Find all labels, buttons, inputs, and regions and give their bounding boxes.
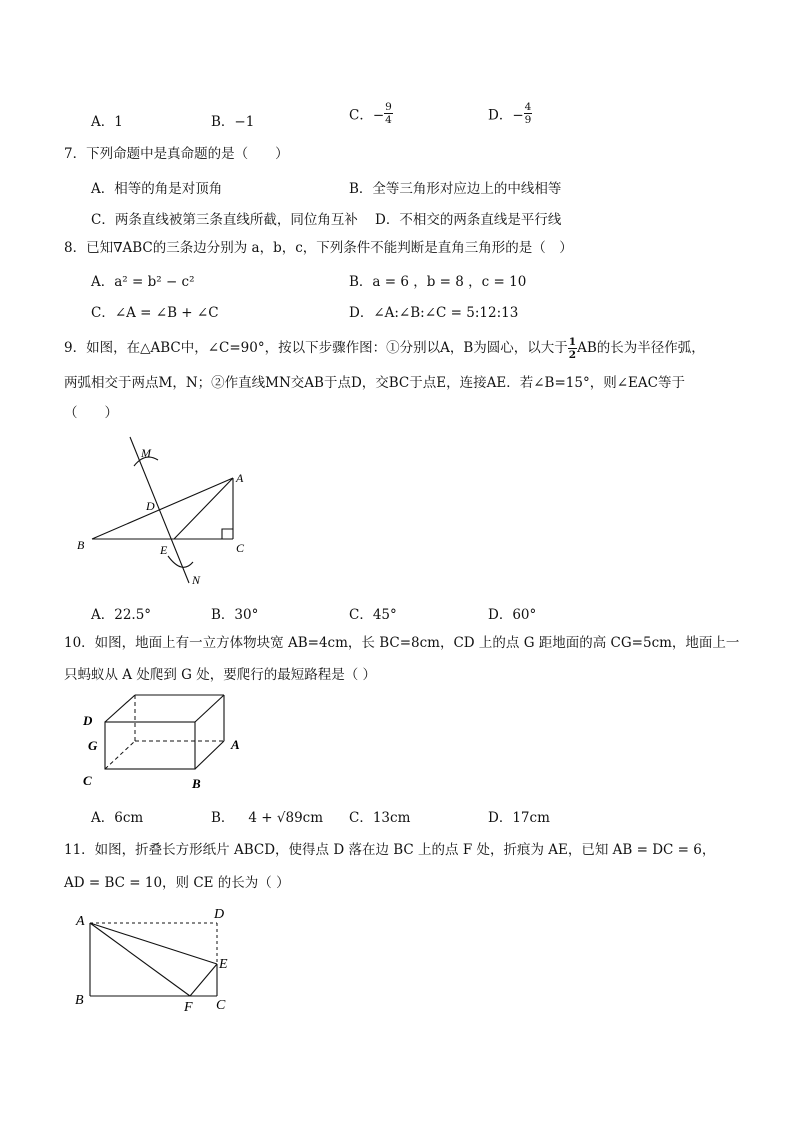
q6-option-c: [349, 101, 393, 126]
q9-option-a: A．22.5°: [91, 607, 152, 623]
q9-label-n: N: [192, 573, 201, 587]
q7-stem: 7．下列命题中是真命题的是（ ）: [64, 146, 289, 162]
q8-option-c: C．∠A = ∠B + ∠C: [91, 305, 219, 321]
q6-option-b: B．−1: [211, 114, 255, 130]
q10-label-d: D: [83, 713, 93, 728]
q9-label-b: B: [77, 538, 85, 552]
q11-line-1: 11．如图，折叠长方形纸片 ABCD，使得点 D 落在边 BC 上的点 F 处，折痕为 AE，已知 AB = DC = 6，: [64, 842, 716, 858]
q7-option-b: B．全等三角形对应边上的中线相等: [349, 181, 562, 197]
q10-option-b-prefix: B．: [211, 810, 235, 826]
q10-figure: [78, 690, 278, 790]
q10-label-c: C: [83, 773, 92, 788]
q9-line-3: （ ）: [64, 405, 118, 421]
q9-half-fraction: $\frac{1}{2}$: [568, 336, 577, 361]
q9-option-c: C．45°: [349, 607, 397, 623]
q9-line-1: [64, 336, 705, 361]
q8-option-a: A．a² = b² − c²: [91, 274, 195, 290]
q9-line-2: 两弧相交于两点M，N；②作直线MN交AB于点D，交BC于点E，连接AE．若∠B=15°，则∠EAC等于: [64, 375, 685, 391]
q11-figure: [72, 905, 252, 1015]
q10-label-b: B: [192, 776, 201, 790]
q9-option-d: D．60°: [488, 607, 537, 623]
q6-option-d: [488, 101, 532, 126]
q10-label-a: A: [231, 737, 240, 752]
q11-label-e: E: [219, 957, 228, 972]
q10-option-a: A．6cm: [91, 810, 144, 826]
q6-option-c-fraction: $\frac{9}{4}$: [385, 101, 392, 126]
q11-label-a: A: [76, 914, 85, 929]
q9-label-c: C: [236, 541, 245, 555]
q10-option-c: C．13cm: [349, 810, 411, 826]
q10-line-2: 只蚂蚁从 A 处爬到 G 处，要爬行的最短路程是（ ）: [64, 667, 376, 683]
q6-option-c-prefix: C．−: [349, 107, 385, 124]
q11-label-c: C: [216, 998, 226, 1013]
q9-line-1-end: AB的长为半径作弧，: [577, 340, 705, 356]
q7-option-a: A．相等的角是对顶角: [91, 181, 223, 197]
q6-option-a: A．1: [91, 114, 123, 130]
q6-option-d-fraction: $\frac{4}{9}$: [524, 101, 532, 126]
q10-option-b-value: 4 + √89cm: [248, 810, 324, 826]
q9-figure: [72, 432, 272, 592]
q9-option-b: B．30°: [211, 607, 259, 623]
q9-label-m: M: [141, 446, 151, 460]
q10-label-g: G: [88, 738, 98, 753]
q9-label-d: D: [146, 499, 155, 513]
q6-option-d-prefix: D．−: [488, 107, 524, 124]
q10-option-d: D．17cm: [488, 810, 550, 826]
q9-label-a: A: [236, 471, 244, 485]
q8-option-b: B．a = 6 ，b = 8 ，c = 10: [349, 274, 527, 290]
q11-label-d: D: [214, 907, 225, 922]
q11-line-2: AD = BC = 10，则 CE 的长为（ ）: [64, 875, 290, 891]
q8-option-d: D．∠A:∠B:∠C = 5:12:13: [349, 305, 519, 321]
q9-line-1-start: 9．如图，在△ABC中，∠C=90°，按以下步骤作图：①分别以A，B为圆心，以大于: [64, 340, 568, 356]
q11-label-f: F: [184, 1000, 193, 1015]
q10-line-1: 10．如图，地面上有一立方体物块宽 AB=4cm，长 BC=8cm，CD 上的点 G 距地面的高 CG=5cm，地面上一: [64, 635, 740, 651]
q7-option-c: C．两条直线被第三条直线所截，同位角互补: [91, 212, 358, 228]
q7-option-d: D．不相交的两条直线是平行线: [375, 212, 562, 228]
q8-stem: 8．已知∇ABC的三条边分别为 a，b，c，下列条件不能判断是直角三角形的是（ ）: [64, 240, 573, 256]
q10-option-b: [211, 806, 323, 826]
q11-label-b: B: [75, 993, 84, 1008]
q9-label-e: E: [160, 543, 168, 557]
